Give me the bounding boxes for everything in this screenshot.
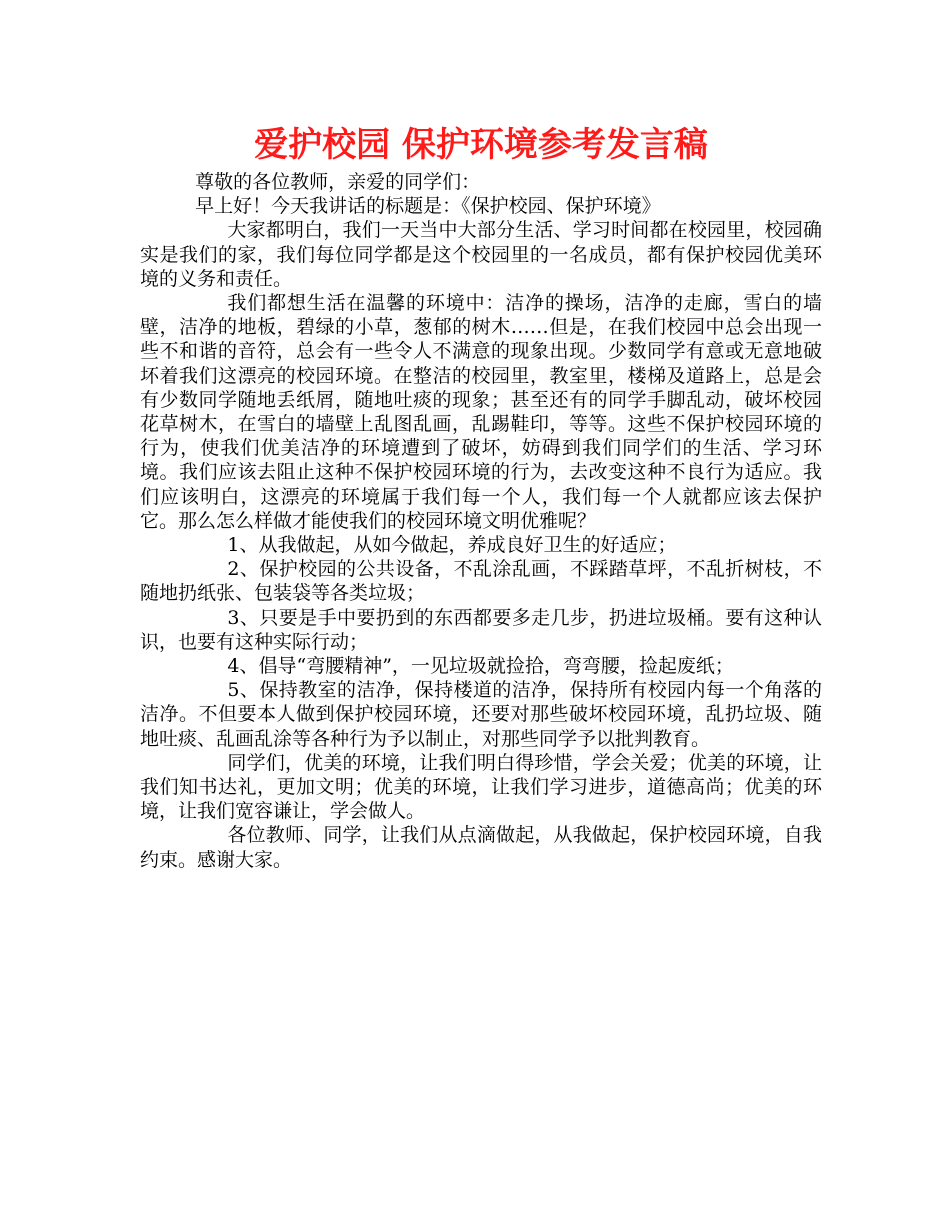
salutation-line: 尊敬的各位教师，亲爱的同学们： bbox=[195, 171, 481, 193]
document-title: 爱护校园 保护环境参考发言稿 bbox=[254, 125, 708, 165]
document-body bbox=[140, 170, 822, 872]
paragraph: 我们都想生活在温馨的环境中：洁净的操场，洁净的走廊，雪白的墙壁，洁净的地板，碧绿的小草，葱郁的树木……但是，在我们校园中总会出现一些不和谐的音符，总会有一些令人不满意的现象出现。少数同学有意或无意地破坏着我们这漂亮的校园环境。在整洁的校园里，教室里，楼梯及道路上，总是会有少数同学随地丢纸屑，随地吐痰的现象；甚至还有的同学手脚乱动，破坏校园花草树木，在雪白的墙壁上乱图乱画，乱踢鞋印，等等。这些不保护校园环境的行为，使我们优美洁净的环境遭到了破坏，妨碍到我们同学们的生活、学习环境。我们应该去阻止这种不保护校园环境的行为，去改变这种不良行为适应。我们应该明白，这漂亮的环境属于我们每一个人，我们每一个人就都应该去保护它。那么怎么样做才能使我们的校园环境文明优雅呢？ bbox=[140, 292, 822, 532]
list-item: 2、保护校园的公共设备，不乱涂乱画，不踩踏草坪，不乱折树枝，不随地扔纸张、包装袋等各类垃圾； bbox=[140, 558, 822, 605]
closing-paragraph: 各位教师、同学，让我们从点滴做起，从我做起，保护校园环境，自我约束。感谢大家。 bbox=[140, 824, 822, 871]
paragraph: 同学们，优美的环境，让我们明白得珍惜，学会关爱；优美的环境，让我们知书达礼，更加文明；优美的环境，让我们学习进步，道德高尚；优美的环境，让我们宽容谦让，学会做人。 bbox=[140, 751, 822, 823]
list-item: 4、倡导“弯腰精神”，一见垃圾就捡拾，弯弯腰，捡起废纸； bbox=[227, 655, 734, 678]
list-item: 1、从我做起，从如今做起，养成良好卫生的好适应； bbox=[227, 534, 677, 557]
list-item: 5、保持教室的洁净，保持楼道的洁净，保持所有校园内每一个角落的洁净。不但要本人做到保护校园环境，还要对那些破坏校园环境，乱扔垃圾、随地吐痰、乱画乱涂等各种行为予以制止，对那些同学予以批判教育。 bbox=[140, 679, 822, 750]
list-item: 3、只要是手中要扔到的东西都要多走几步，扔进垃圾桶。要有这种认识，也要有这种实际行动； bbox=[140, 606, 822, 653]
paragraph: 大家都明白，我们一天当中大部分生活、学习时间都在校园里，校园确实是我们的家，我们每位同学都是这个校园里的一名成员，都有保护校园优美环境的义务和责任。 bbox=[140, 219, 822, 290]
document-page bbox=[140, 120, 822, 872]
greeting-line: 早上好！今天我讲话的标题是：《保护校园、保护环境》 bbox=[195, 195, 661, 218]
